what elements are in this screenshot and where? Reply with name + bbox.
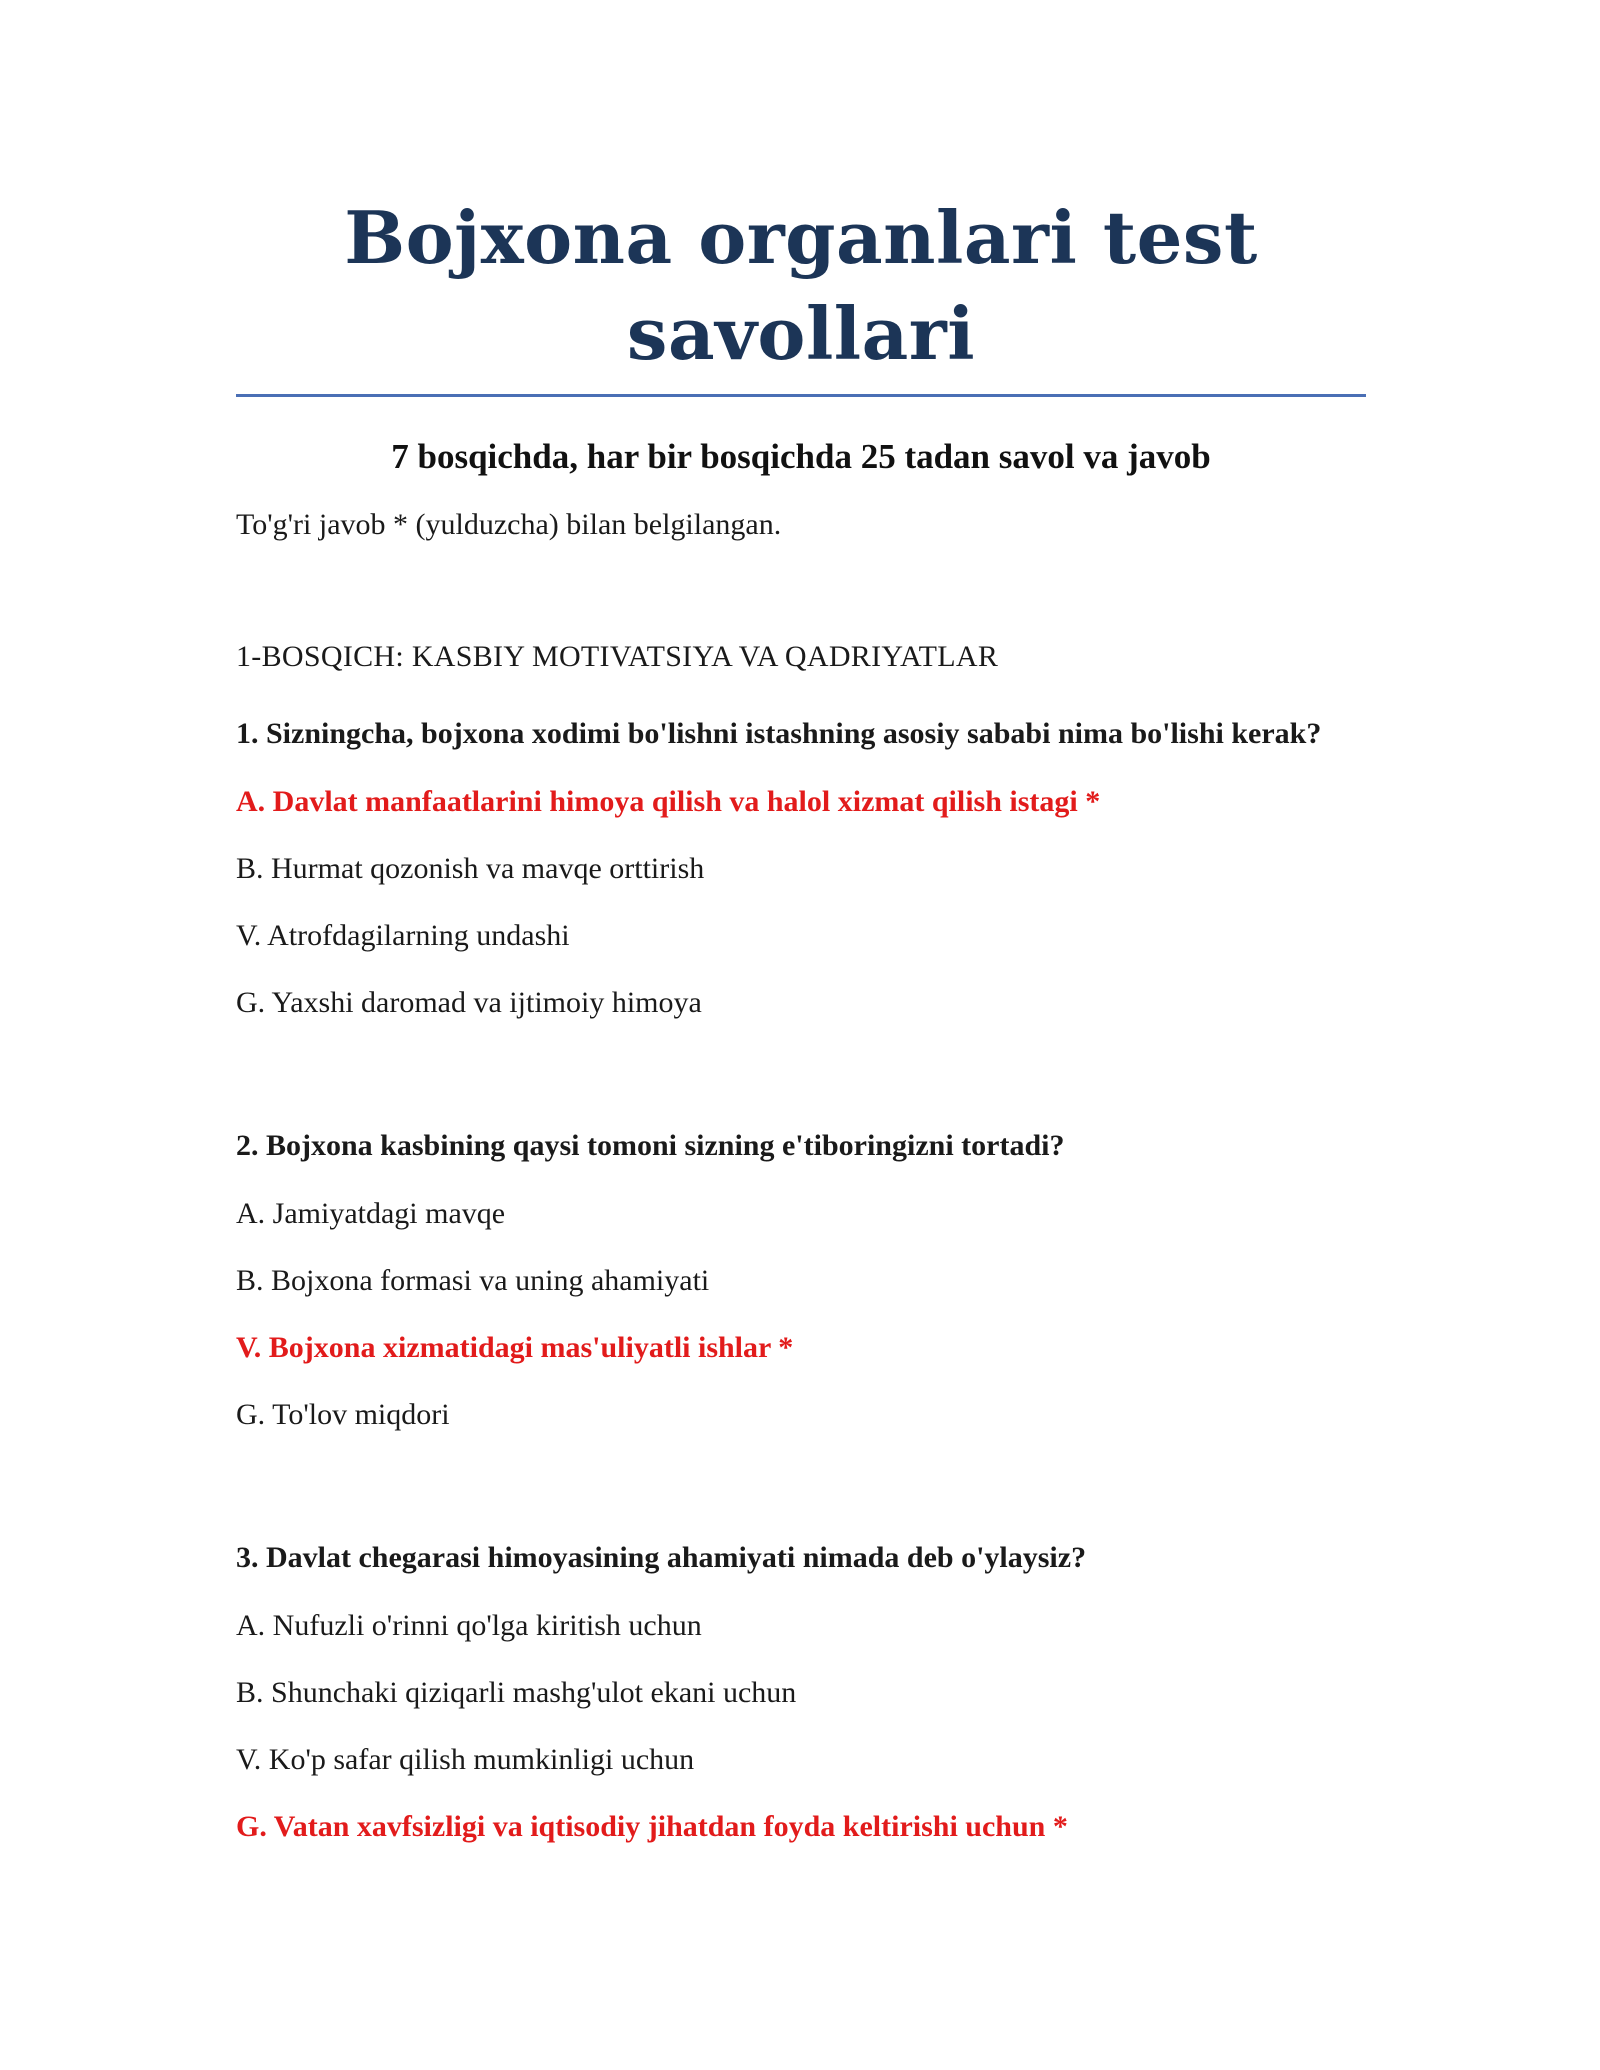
question-2: [236, 1125, 1366, 1435]
correct-answer-option: V. Bojxona xizmatidagi mas'uliyatli ishlar *: [236, 1331, 794, 1364]
answer-option: A. Nufuzli o'rinni qo'lga kiritish uchun: [236, 1609, 702, 1642]
answer-option: G. Yaxshi daromad va ijtimoiy himoya: [236, 986, 702, 1019]
document-subtitle: 7 bosqichda, har bir bosqichda 25 tadan savol va javob: [391, 437, 1211, 476]
question-1: [236, 713, 1366, 1023]
question-text: 1. Sizningcha, bojxona xodimi bo'lishni istashning asosiy sababi nima bo'lishi kerak?: [236, 717, 1322, 750]
answer-option: A. Jamiyatdagi mavqe: [236, 1197, 506, 1230]
answer-option: B. Shunchaki qiziqarli mashg'ulot ekani uchun: [236, 1676, 797, 1709]
answer-option: V. Atrofdagilarning undashi: [236, 919, 570, 952]
intro-note: To'g'ri javob * (yulduzcha) bilan belgilangan.: [236, 508, 782, 541]
question-text: 3. Davlat chegarasi himoyasining ahamiyati nimada deb o'ylaysiz?: [236, 1541, 1087, 1574]
correct-answer-option: A. Davlat manfaatlarini himoya qilish va halol xizmat qilish istagi *: [236, 785, 1101, 818]
correct-answer-option: G. Vatan xavfsizligi va iqtisodiy jihatdan foyda keltirishi uchun *: [236, 1810, 1068, 1843]
document-content: [236, 190, 1366, 1847]
answer-option: B. Bojxona formasi va uning ahamiyati: [236, 1264, 710, 1297]
answer-option: B. Hurmat qozonish va mavqe orttirish: [236, 852, 705, 885]
answer-option: G. To'lov miqdori: [236, 1398, 450, 1431]
answer-option: V. Ko'p safar qilish mumkinligi uchun: [236, 1743, 695, 1776]
document-title: Bojxona organlari test savollari: [236, 190, 1366, 397]
stage-heading: 1-BOSQICH: KASBIY MOTIVATSIYA VA QADRIYATLAR: [236, 640, 999, 673]
question-3: [236, 1537, 1366, 1847]
question-text: 2. Bojxona kasbining qaysi tomoni sizning e'tiboringizni tortadi?: [236, 1129, 1065, 1162]
